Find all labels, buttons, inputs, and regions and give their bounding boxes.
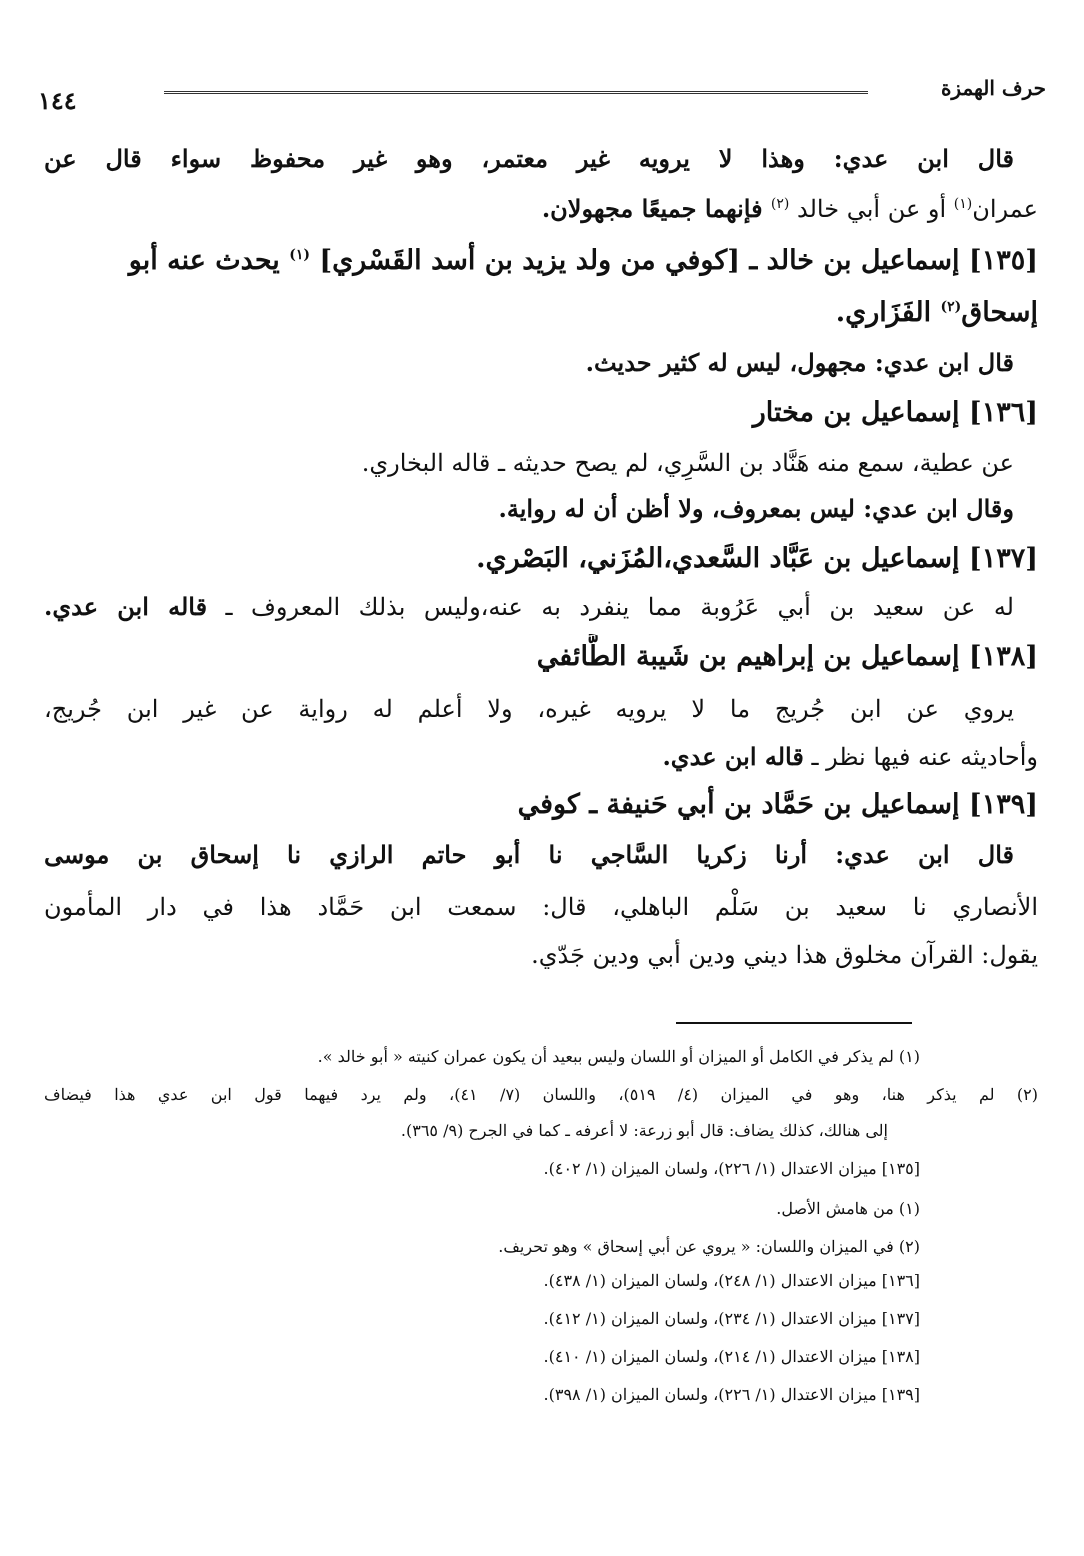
entry-heading-135 bbox=[44, 238, 1038, 284]
paragraph-text: قال ابن عدي: مجهول، ليس له كثير حديث. bbox=[585, 348, 1014, 377]
footnote-ref: (١) bbox=[289, 247, 310, 263]
footnote: (٢) في الميزان واللسان: « يروي عن أبي إسحاق » وهو تحريف. bbox=[498, 1237, 920, 1256]
entry-heading-138: [١٣٨] إسماعيل بن إبراهيم بن شَيبة الطَّائفي bbox=[536, 641, 1038, 672]
header-rule bbox=[164, 91, 868, 94]
footnote: (١) لم يذكر في الكامل أو الميزان أو اللسان وليس ببعيد أن يكون عمران كنيته « أبو خالد ». bbox=[317, 1047, 920, 1066]
paragraph-text: عن عطية، سمع منه هَنَّاد بن السَّرِي، لم يصح حديثه ـ قاله البخاري. bbox=[361, 449, 1014, 477]
paragraph-text: قال ابن عدي: أرنا زكريا السَّاجي نا أبو حاتم الرازي نا إسحاق بن موسى bbox=[44, 840, 1014, 869]
paragraph-text: يروي عن ابن جُريج ما لا يرويه غيره، ولا أعلم له رواية عن غير ابن جُريج، bbox=[44, 695, 1014, 723]
footnote-rule bbox=[676, 1022, 912, 1024]
footnote: [١٣٧] ميزان الاعتدال (١/ ٢٣٤)، ولسان الميزان (١/ ٤١٢). bbox=[543, 1309, 920, 1328]
section-title: حرف الهمزة bbox=[940, 76, 1046, 100]
text-span: قاله ابن عدي. bbox=[44, 592, 208, 621]
footnote: [١٣٨] ميزان الاعتدال (١/ ٢١٤)، ولسان الميزان (١/ ٤١٠). bbox=[543, 1347, 920, 1366]
paragraph-text: قال ابن عدي: وهذا لا يرويه غير معتمر، وهو غير محفوظ سواء قال عن bbox=[44, 144, 1014, 173]
text-span: الفَزَاري. bbox=[835, 297, 941, 328]
footnote: [١٣٩] ميزان الاعتدال (١/ ٢٢٦)، ولسان الميزان (١/ ٣٩٨). bbox=[543, 1385, 920, 1404]
entry-heading-135-cont bbox=[44, 290, 1038, 336]
entry-heading-137: [١٣٧] إسماعيل بن عَبَّاد السَّعدي،المُزَني، البَصْري. bbox=[476, 543, 1038, 574]
text-span: أو عن أبي خالد bbox=[789, 195, 954, 223]
text-line bbox=[44, 734, 1038, 780]
footnote: (٢) لم يذكر هنا، وهو في الميزان (٤/ ٥١٩)، واللسان (٧/ ٤١)، ولم يرد فيهما قول ابن عدي هذا فيضاف bbox=[44, 1085, 1038, 1104]
footnote: [١٣٥] ميزان الاعتدال (١/ ٢٢٦)، ولسان الميزان (١/ ٤٠٢). bbox=[543, 1159, 920, 1178]
footnote-ref: (٢) bbox=[770, 196, 790, 212]
text-span: وأحاديثه عنه فيها نظر ـ bbox=[803, 743, 1038, 771]
text-line bbox=[44, 136, 1014, 182]
text-span: قاله ابن عدي. bbox=[662, 742, 804, 771]
text-span: له عن سعيد بن أبي عَرُوبة مما ينفرد به عنه،وليس بذلك المعروف ـ bbox=[207, 593, 1014, 621]
text-line bbox=[44, 186, 1038, 232]
footnote-ref: (١) bbox=[953, 196, 973, 212]
footnote: [١٣٦] ميزان الاعتدال (١/ ٢٤٨)، ولسان الميزان (١/ ٤٣٨). bbox=[543, 1271, 920, 1290]
entry-heading-136: [١٣٦] إسماعيل بن مختار bbox=[752, 397, 1038, 428]
footnote: إلى هنالك، كذلك يضاف: قال أبو زرعة: لا أعرفه ـ كما في الجرح (٩/ ٣٦٥). bbox=[400, 1121, 888, 1140]
paragraph-text: وقال ابن عدي: ليس بمعروف، ولا أظن أن له رواية. bbox=[498, 494, 1014, 523]
text-span: يحدث عنه أبو bbox=[128, 245, 290, 276]
text-span: [١٣٥] إسماعيل بن خالد ـ [كوفي من ولد يزيد بن أسد القَسْري] bbox=[309, 245, 1038, 276]
text-span: عمران bbox=[972, 195, 1038, 223]
footnote-ref: (٢) bbox=[940, 299, 962, 315]
text-line bbox=[44, 584, 1014, 630]
paragraph-text: الأنصاري نا سعيد بن سَلْم الباهلي، قال: سمعت ابن حَمَّاد هذا في دار المأمون bbox=[44, 893, 1038, 921]
footnote: (١) من هامش الأصل. bbox=[776, 1199, 920, 1218]
entry-heading-139: [١٣٩] إسماعيل بن حَمَّاد بن أبي حَنيفة ـ كوفي bbox=[517, 789, 1038, 820]
text-span: إسحاق bbox=[961, 297, 1038, 328]
text-span: فإنهما جميعًا مجهولان. bbox=[541, 194, 771, 223]
page-number: ١٤٤ bbox=[38, 86, 77, 115]
page-header bbox=[38, 74, 1046, 115]
paragraph-text: يقول: القرآن مخلوق هذا ديني ودين أبي ودين جَدّي. bbox=[531, 941, 1038, 969]
